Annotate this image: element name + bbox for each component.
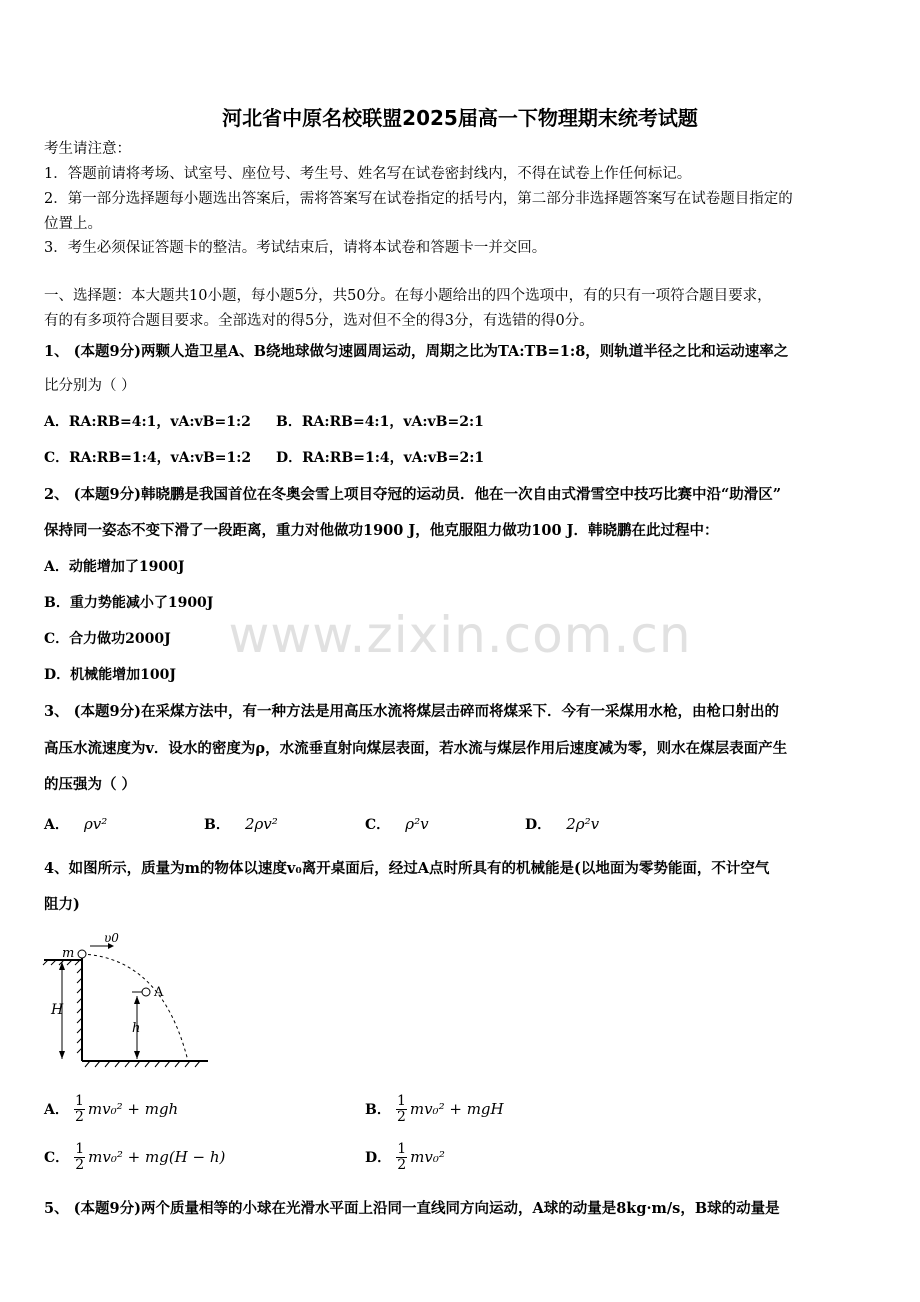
- option-label: A．: [44, 1102, 69, 1118]
- question-5-stem: 5、 (本题9分)两个质量相等的小球在光滑水平面上沿同一直线同方向运动，A球的动量是8kg·m/s，B球的动量是: [44, 1200, 780, 1217]
- option-label: B．: [204, 817, 230, 833]
- fraction-half: $\frac{1}{2}$: [74, 1093, 84, 1125]
- question-3-option-a: [44, 814, 107, 834]
- question-1-option-d: D．RA:RB=1:4，vA:vB=2:1: [276, 450, 485, 466]
- question-1-stem-cont: 比分别为（ ）: [44, 378, 136, 394]
- question-3-option-b: [204, 814, 278, 834]
- notice-item: 1．答题前请将考场、试室号、座位号、考生号、姓名写在试卷密封线内，不得在试卷上作任何标记。: [44, 166, 692, 182]
- option-expression: 2ρ²v: [566, 815, 600, 833]
- question-4-option-b: [365, 1094, 504, 1125]
- notice-item: 3．考生必须保证答题卡的整洁。考试结束后，请将本试卷和答题卡一并交回。: [44, 240, 547, 256]
- question-3-stem-cont: 高压水流速度为v．设水的密度为ρ，水流垂直射向煤层表面，若水流与煤层作用后速度减为零，则水在煤层表面产生: [44, 740, 788, 757]
- option-expression: mv₀²: [410, 1148, 445, 1166]
- question-1-option-b: B．RA:RB=4:1，vA:vB=2:1: [276, 414, 484, 430]
- question-2-stem: 2、 (本题9分)韩晓鹏是我国首位在冬奥会雪上项目夺冠的运动员．他在一次自由式滑雪空中技巧比赛中沿“助滑区”: [44, 486, 782, 503]
- question-2-option-d: D．机械能增加100J: [44, 667, 176, 683]
- section-heading: 一、选择题：本大题共10小题，每小题5分，共50分。在每小题给出的四个选项中，有的只有一项符合题目要求，: [44, 288, 772, 304]
- projectile-figure: [40, 928, 212, 1078]
- question-3-option-c: [365, 814, 429, 834]
- label-m: m: [62, 946, 75, 961]
- section-heading-cont: 有的有多项符合题目要求。全部选对的得5分，选对但不全的得3分，有选错的得0分。: [44, 313, 594, 329]
- notice-item: 2．第一部分选择题每小题选出答案后，需将答案写在试卷指定的括号内，第二部分非选择题答案写在试卷题目指定的: [44, 191, 793, 207]
- label-H: H: [51, 1002, 64, 1018]
- label-v0: υ0: [104, 931, 119, 945]
- option-label: D．: [365, 1150, 392, 1166]
- fraction-half: $\frac{1}{2}$: [75, 1141, 85, 1173]
- question-2-option-b: B．重力势能减小了1900J: [44, 595, 214, 611]
- option-expression: mv₀² + mg(H − h): [88, 1148, 226, 1166]
- page-title: 河北省中原名校联盟2025届高一下物理期末统考试题: [222, 106, 698, 130]
- fraction-half: $\frac{1}{2}$: [396, 1093, 406, 1125]
- question-1-stem: 1、 (本题9分)两颗人造卫星A、B绕地球做匀速圆周运动，周期之比为TA:TB=1:8，则轨道半径之比和运动速率之: [44, 343, 789, 360]
- option-label: A．: [44, 817, 69, 833]
- option-label: C．: [44, 1150, 70, 1166]
- question-2-option-c: C．合力做功2000J: [44, 631, 171, 647]
- question-2-stem-cont: 保持同一姿态不变下滑了一段距离，重力对他做功1900 J，他克服阻力做功100 J．韩晓鹏在此过程中：: [44, 522, 719, 539]
- question-4-stem: 4、如图所示，质量为m的物体以速度v₀离开桌面后，经过A点时所具有的机械能是(以地面为零势能面，不计空气: [44, 860, 770, 877]
- label-h: h: [132, 1021, 141, 1036]
- notice-heading: 考生请注意：: [44, 141, 131, 157]
- option-label: B．: [365, 1102, 391, 1118]
- notice-item: 位置上。: [44, 216, 102, 232]
- question-4-option-a: [44, 1094, 178, 1125]
- question-3-stem-cont: 的压强为（ ）: [44, 776, 137, 793]
- watermark: www.zixin.com.cn: [228, 606, 692, 664]
- fraction-half: $\frac{1}{2}$: [397, 1141, 407, 1173]
- question-3-option-d: [525, 814, 599, 834]
- question-3-stem: 3、 (本题9分)在采煤方法中，有一种方法是用高压水流将煤层击碎而将煤采下．今有一采煤用水枪，由枪口射出的: [44, 703, 779, 720]
- question-4-option-d: [365, 1142, 445, 1173]
- option-expression: mv₀² + mgh: [87, 1100, 179, 1118]
- option-expression: ρ²v: [405, 815, 429, 833]
- question-1-option-c: C．RA:RB=1:4，vA:vB=1:2: [44, 450, 252, 466]
- label-A: A: [154, 985, 164, 1000]
- question-4-stem-cont: 阻力): [44, 896, 80, 913]
- option-expression: ρv²: [83, 815, 108, 833]
- option-label: C．: [365, 817, 391, 833]
- question-1-option-a: A．RA:RB=4:1，vA:vB=1:2: [44, 414, 251, 430]
- option-expression: mv₀² + mgH: [409, 1100, 504, 1118]
- option-expression: 2ρv²: [244, 815, 278, 833]
- option-label: D．: [525, 817, 552, 833]
- question-2-option-a: A．动能增加了1900J: [44, 559, 185, 575]
- question-4-option-c: [44, 1142, 225, 1173]
